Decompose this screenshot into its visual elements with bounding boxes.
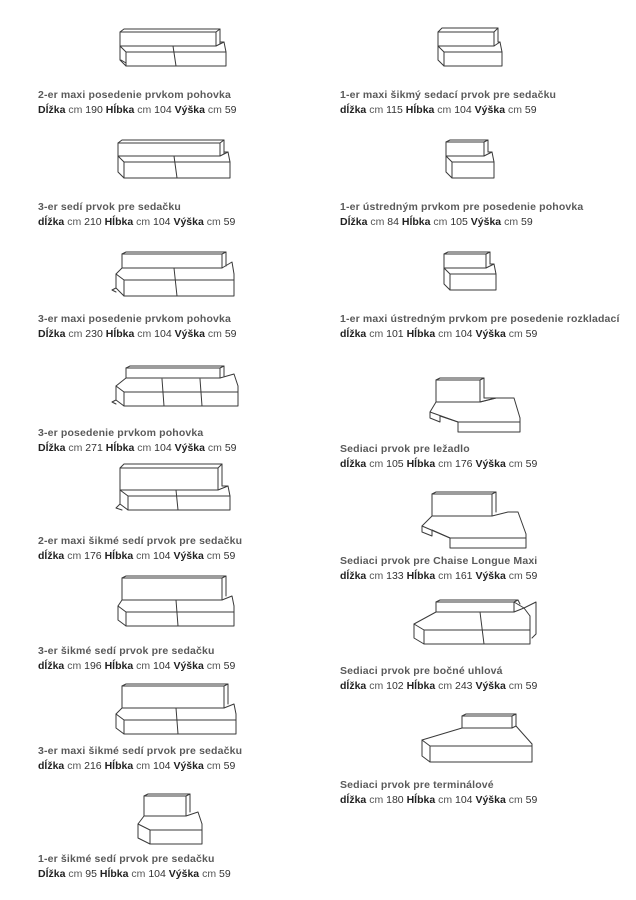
product-dimensions: Dĺžka cm 95 Hĺbka cm 104 Výška cm 59 <box>38 868 231 880</box>
product-name: 2-er maxi šikmé sedí prvok pre sedačku <box>38 535 243 547</box>
seat-central-maxi-drawing <box>442 252 506 297</box>
product-name: 1-er šikmé sedí prvok pre sedačku <box>38 853 215 865</box>
product-name: 3-er šikmé sedí prvok pre sedačku <box>38 645 215 657</box>
product-name: 3-er posedenie prvkom pohovka <box>38 427 204 439</box>
sofa-slant-3-seat-maxi-drawing <box>114 684 242 740</box>
product-dimensions: dĺžka cm 133 Hĺbka cm 161 Výška cm 59 <box>340 570 538 582</box>
product-dimensions: dĺžka cm 210 Hĺbka cm 104 Výška cm 59 <box>38 216 236 228</box>
product-name: Sediaci prvok pre Chaise Longue Maxi <box>340 555 538 567</box>
chaise-longue-maxi-drawing <box>422 492 534 552</box>
product-dimensions: Dĺžka cm 230 Hĺbka cm 104 Výška cm 59 <box>38 328 237 340</box>
product-name: 2-er maxi posedenie prvkom pohovka <box>38 89 231 101</box>
seat-single-slant-drawing <box>136 794 216 850</box>
product-dimensions: dĺžka cm 105 Hĺbka cm 176 Výška cm 59 <box>340 458 538 470</box>
product-name: Sediaci prvok pre ležadlo <box>340 443 470 455</box>
product-dimensions: dĺžka cm 115 Hĺbka cm 104 Výška cm 59 <box>340 104 537 116</box>
sofa-2-seat-drawing <box>118 28 228 73</box>
product-name: Sediaci prvok pre terminálové <box>340 779 494 791</box>
product-dimensions: dĺžka cm 101 Hĺbka cm 104 Výška cm 59 <box>340 328 538 340</box>
product-dimensions: Dĺžka cm 84 Hĺbka cm 105 Výška cm 59 <box>340 216 533 228</box>
product-dimensions: Dĺžka cm 271 Hĺbka cm 104 Výška cm 59 <box>38 442 237 454</box>
product-dimensions: dĺžka cm 102 Hĺbka cm 243 Výška cm 59 <box>340 680 538 692</box>
terminal-element-drawing <box>420 714 538 774</box>
sofa-slant-3-seat-drawing <box>116 576 240 632</box>
product-dimensions: dĺžka cm 196 Hĺbka cm 104 Výška cm 59 <box>38 660 236 672</box>
product-dimensions: Dĺžka cm 190 Hĺbka cm 104 Výška cm 59 <box>38 104 237 116</box>
product-name: 1-er maxi ústredným prvkom pre posedenie rozkladací <box>340 313 620 325</box>
product-dimensions: dĺžka cm 176 Hĺbka cm 104 Výška cm 59 <box>38 550 236 562</box>
product-name: 1-er ústredným prvkom pre posedenie pohovka <box>340 201 584 213</box>
sofa-3-seat-drawing <box>116 140 232 185</box>
product-name: 1-er maxi šikmý sedací prvok pre sedačku <box>340 89 557 101</box>
sofa-slant-2-seat-drawing <box>118 464 238 520</box>
sofa-3-seat-maxi-drawing <box>114 252 238 302</box>
sofa-3-cushion-drawing <box>112 366 244 414</box>
product-name: 3-er sedí prvok pre sedačku <box>38 201 181 213</box>
corner-element-drawing <box>412 600 540 658</box>
product-dimensions: dĺžka cm 180 Hĺbka cm 104 Výška cm 59 <box>340 794 538 806</box>
product-dimensions: dĺžka cm 216 Hĺbka cm 104 Výška cm 59 <box>38 760 236 772</box>
seat-single-maxi-drawing <box>436 28 516 73</box>
product-name: 3-er maxi šikmé sedí prvok pre sedačku <box>38 745 243 757</box>
seat-central-drawing <box>444 140 504 185</box>
product-name: Sediaci prvok pre bočné uhlová <box>340 665 503 677</box>
chaise-lounger-drawing <box>430 378 530 436</box>
product-name: 3-er maxi posedenie prvkom pohovka <box>38 313 231 325</box>
